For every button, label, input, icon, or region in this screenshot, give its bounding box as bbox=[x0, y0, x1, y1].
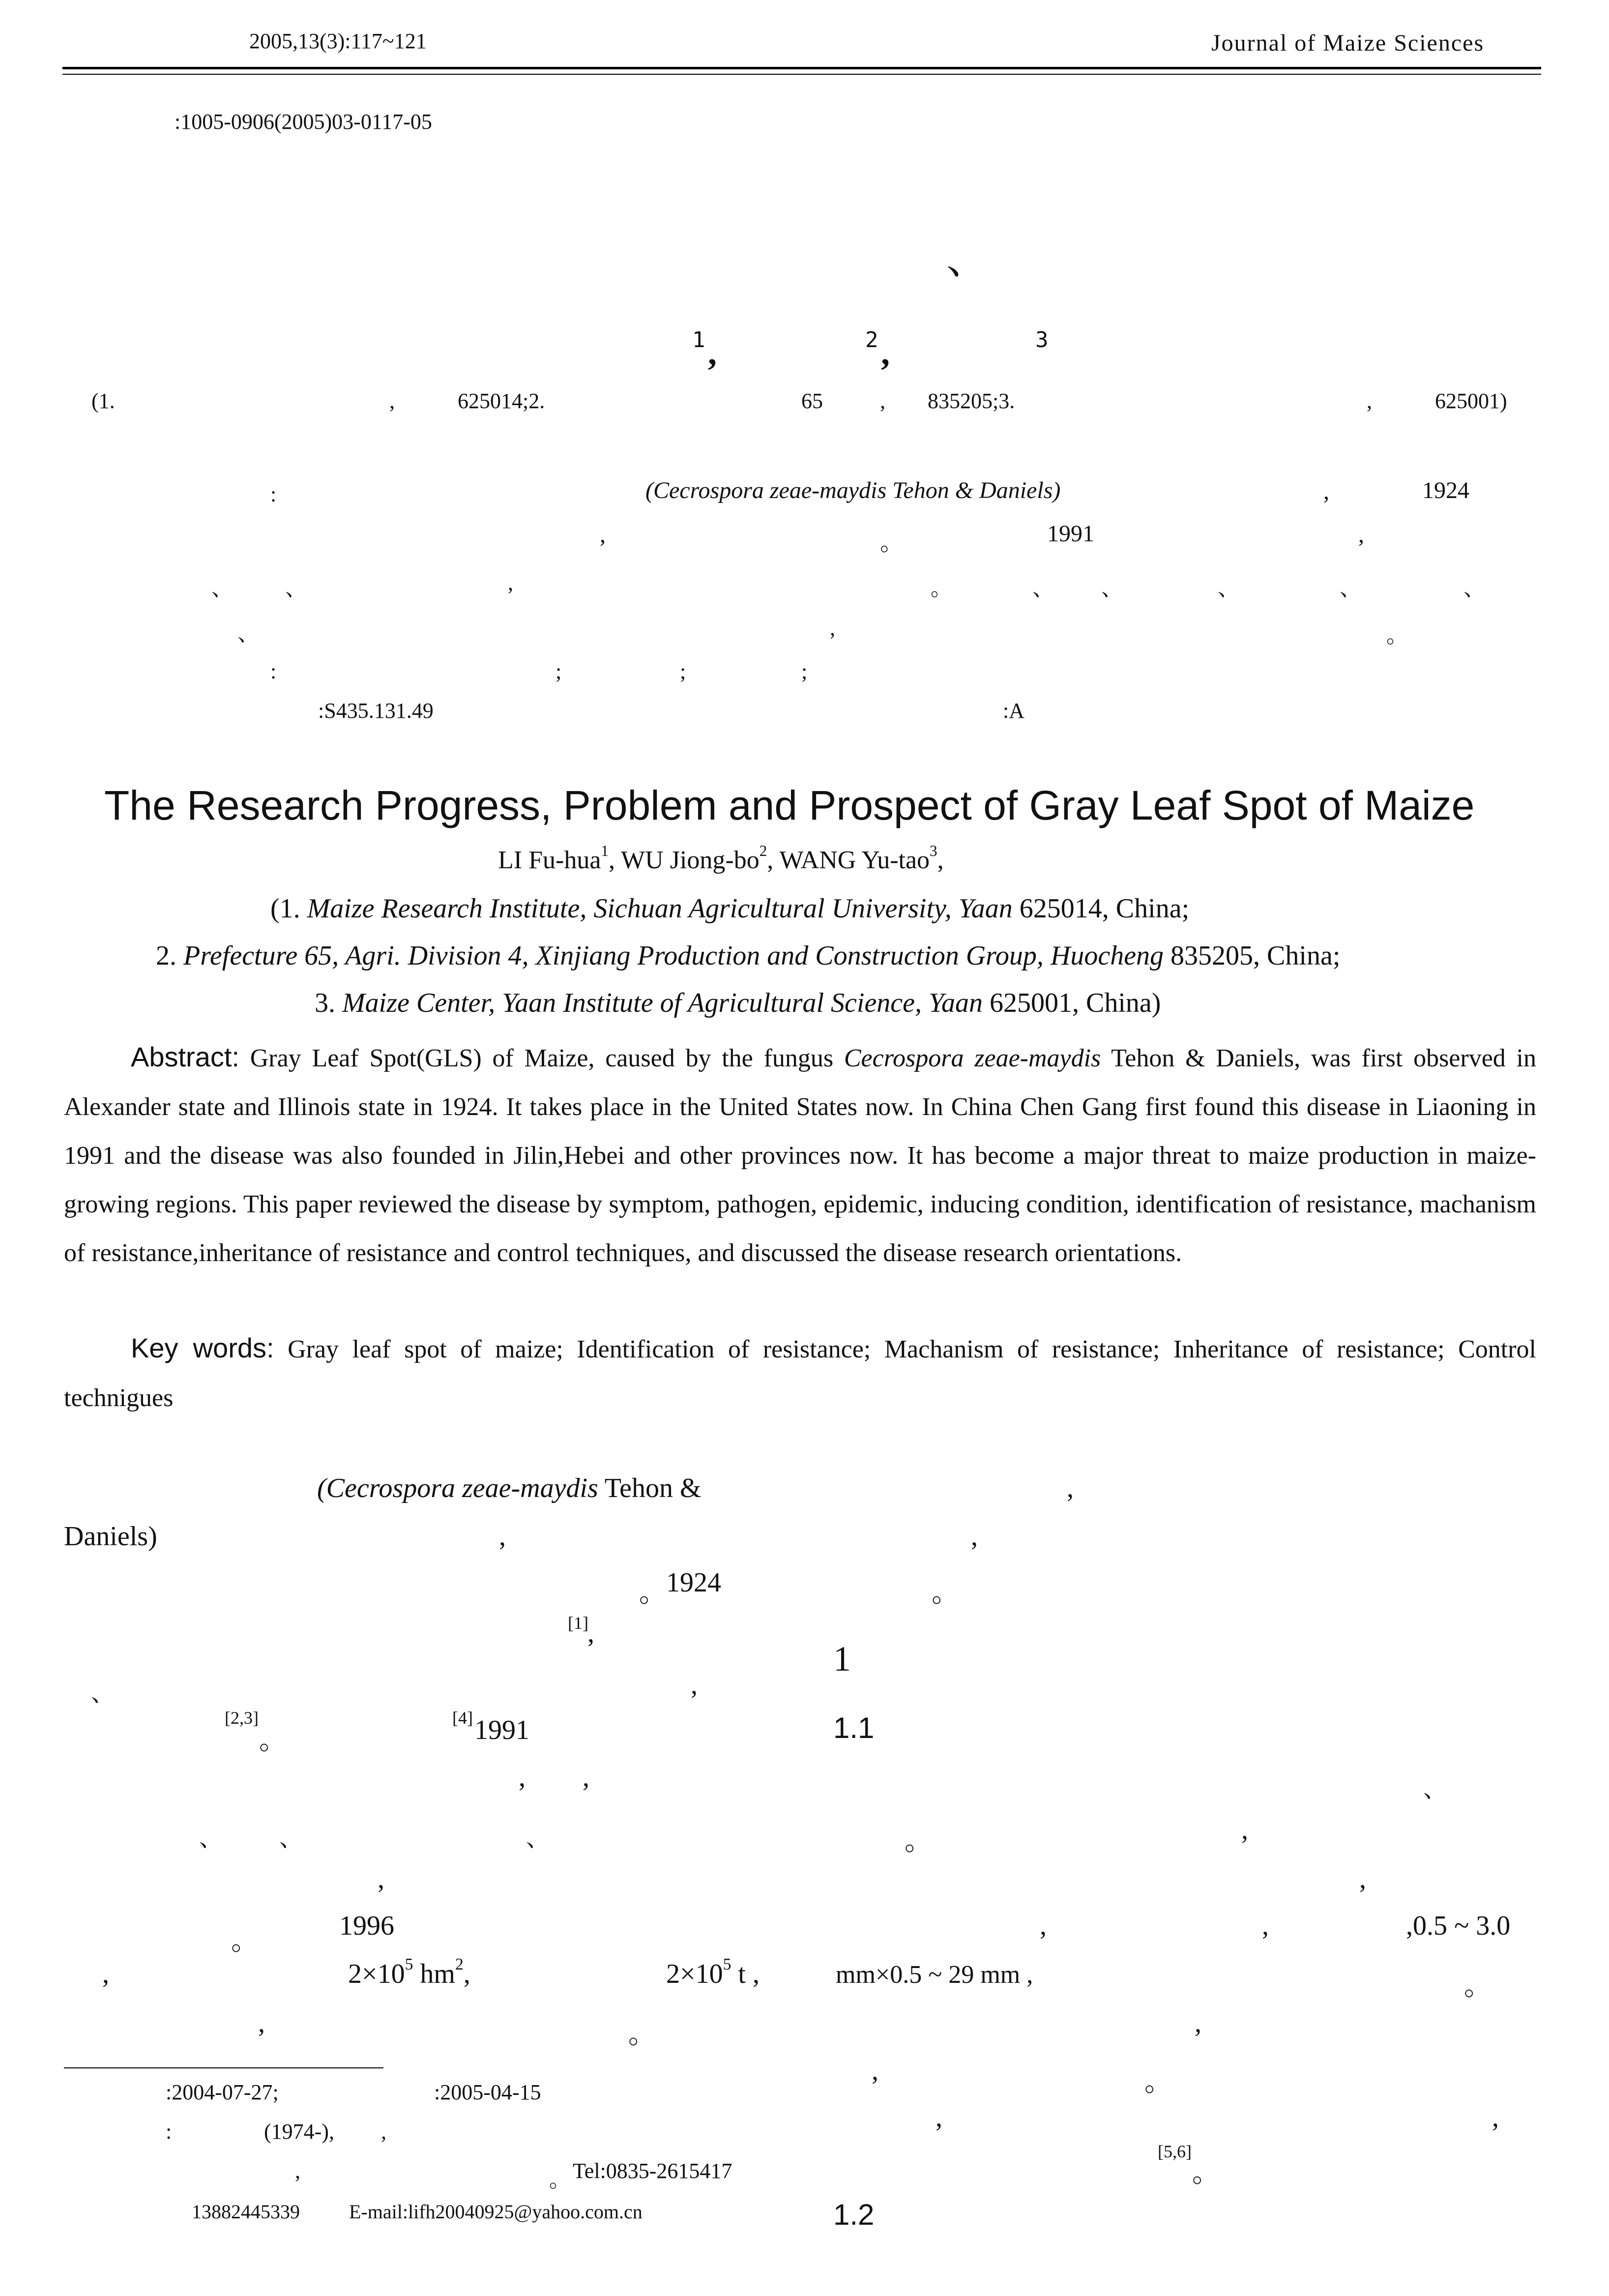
affiliation-en-3: 3. Maize Center, Yaan Institute of Agricultural Science, Yaan 625001, China) bbox=[315, 988, 1161, 1018]
cn-affil-3: 625014;2. bbox=[458, 389, 545, 413]
section-1-2-number: 1.2 bbox=[833, 2198, 875, 2231]
footnote-comma: , bbox=[295, 2159, 300, 2183]
body-comma-e: , bbox=[691, 1670, 698, 1700]
cn-affil-2: , bbox=[389, 389, 395, 413]
body-r6-period: 。 bbox=[628, 2019, 656, 2050]
body-r2-period: 。 bbox=[905, 1826, 932, 1856]
cn-affil-4: 65 bbox=[801, 389, 823, 413]
body-r8-comma: , bbox=[936, 2102, 942, 2133]
author-marker-1: 1 bbox=[692, 327, 705, 353]
body-r4-comma-a: , bbox=[1040, 1911, 1047, 1941]
cn-abstract-mark-3h: 、 bbox=[1340, 576, 1361, 600]
cn-affil-1: (1. bbox=[91, 389, 115, 413]
article-number: :1005-0906(2005)03-0117-05 bbox=[175, 110, 432, 134]
cn-abstract-mark-3c: , bbox=[508, 571, 513, 595]
cn-abstract-year-1991: 1991 bbox=[1047, 521, 1094, 547]
footnote-period: 。 bbox=[549, 2168, 571, 2192]
header-rule-thin bbox=[62, 74, 1541, 75]
footnote-author-birth: (1974-), bbox=[264, 2119, 334, 2144]
cn-abstract-mark-3d: 。 bbox=[931, 576, 952, 600]
title-mark: 、 bbox=[946, 237, 988, 283]
body-r2-dun-3: 、 bbox=[526, 1825, 550, 1852]
body-period-b: 。 bbox=[932, 1578, 959, 1608]
cn-keywords-semi-1: ; bbox=[556, 659, 562, 683]
cn-abstract-mark-4a: 、 bbox=[237, 621, 259, 646]
cn-abstract-mark-3i: 、 bbox=[1463, 576, 1485, 600]
body-year-1924: 1924 bbox=[666, 1567, 721, 1598]
body-r9-period: 。 bbox=[1192, 2158, 1220, 2188]
body-pathogen: (Cecrospora zeae-maydis Tehon & bbox=[317, 1473, 702, 1503]
cn-abstract-mark-4b: , bbox=[830, 616, 835, 640]
body-r5-area: $2\times 10^5$ $hm^2$, bbox=[348, 1955, 470, 1989]
section-1-number: 1 bbox=[833, 1639, 851, 1678]
cn-abstract-mark-3e: 、 bbox=[1032, 576, 1054, 600]
cn-abstract-pathogen: (Cecrospora zeae-maydis Tehon & Daniels) bbox=[645, 477, 1061, 503]
body-r4-year-1996: 1996 bbox=[339, 1911, 394, 1941]
footnote-received: :2004-07-27; bbox=[166, 2080, 279, 2104]
body-period-a: 。 bbox=[639, 1578, 667, 1608]
body-r2-comma: , bbox=[1241, 1815, 1248, 1845]
body-r4-comma-b: , bbox=[1262, 1911, 1269, 1941]
cn-abstract-comma-3: , bbox=[1358, 522, 1364, 548]
body-r6-comma: , bbox=[258, 2008, 265, 2038]
section-1-1-number: 1.1 bbox=[833, 1711, 875, 1744]
author-comma-1: , bbox=[708, 333, 717, 372]
cn-abstract-mark-3g: 、 bbox=[1218, 576, 1239, 600]
cn-abstract-mark-3b: 、 bbox=[285, 576, 307, 600]
footnote-rule bbox=[64, 2067, 383, 2068]
body-ref-2-3: [2,3] bbox=[225, 1708, 259, 1728]
author-marker-2: 2 bbox=[865, 327, 878, 353]
cn-abstract-colon: : bbox=[270, 482, 277, 506]
cn-clc-number: :S435.131.49 bbox=[318, 699, 434, 723]
cn-abstract-year-1924: 1924 bbox=[1422, 477, 1469, 503]
footnote-mobile: 13882445339 bbox=[192, 2201, 300, 2223]
body-comma-c: , bbox=[971, 1521, 978, 1552]
header-rule-thick bbox=[62, 67, 1541, 69]
cn-affil-5: , bbox=[880, 389, 885, 413]
cn-abstract-period-1: 。 bbox=[880, 530, 904, 556]
body-r3-comma-r: , bbox=[1359, 1864, 1366, 1894]
body-r7-period: 。 bbox=[1144, 2067, 1172, 2097]
body-r3-comma-l: , bbox=[378, 1864, 384, 1894]
footnote-tel: Tel:0835-2615417 bbox=[573, 2159, 732, 2183]
body-r6-comma-r: , bbox=[1195, 2008, 1201, 2038]
body-r4-range: ,0.5 ~ 3.0 bbox=[1406, 1911, 1511, 1941]
body-r5-yield: $2\times 10^5$ t , bbox=[666, 1955, 760, 1989]
author-marker-3: 3 bbox=[1035, 327, 1049, 353]
body-r1-comma-1: , bbox=[519, 1762, 526, 1793]
body-r2-dun-2: 、 bbox=[279, 1825, 303, 1852]
affiliation-en-2: 2. Prefecture 65, Agri. Division 4, Xinjiang Production and Construction Group, Huocheng 835205, China; bbox=[156, 941, 1341, 971]
footnote-author-comma: , bbox=[381, 2119, 386, 2144]
cn-abstract-comma-2: , bbox=[600, 522, 606, 548]
footnote-email: E-mail:lifh20040925@yahoo.com.cn bbox=[349, 2201, 643, 2223]
body-r4-period: 。 bbox=[231, 1926, 259, 1956]
cn-affil-7: , bbox=[1367, 389, 1372, 413]
cn-document-code: :A bbox=[1003, 699, 1024, 723]
body-daniels: Daniels) bbox=[64, 1521, 157, 1552]
cn-abstract-mark-3f: 、 bbox=[1101, 576, 1123, 600]
header-journal: Journal of Maize Sciences bbox=[1211, 30, 1485, 56]
body-ref-1: [1] bbox=[568, 1613, 588, 1633]
cn-abstract-comma-1: , bbox=[1323, 478, 1329, 504]
affiliation-en-1: (1. Maize Research Institute, Sichuan Agricultural University, Yaan 625014, China; bbox=[270, 893, 1190, 924]
body-year-1991: 1991 bbox=[474, 1715, 529, 1745]
cn-affil-8: 625001) bbox=[1435, 389, 1507, 413]
cn-keywords-semi-2: ; bbox=[680, 659, 686, 683]
cn-abstract-mark-3a: 、 bbox=[211, 576, 233, 600]
title-en: The Research Progress, Problem and Prospect of Gray Leaf Spot of Maize bbox=[104, 782, 1475, 828]
footnote-revised: :2005-04-15 bbox=[434, 2080, 541, 2104]
body-comma-b: , bbox=[499, 1521, 506, 1552]
header-citation: 2005,13(3):117~121 bbox=[249, 29, 427, 53]
body-r1-dun: 、 bbox=[1423, 1776, 1447, 1802]
body-period-c: 。 bbox=[259, 1725, 287, 1756]
body-ref-5-6: [5,6] bbox=[1158, 2142, 1192, 2161]
cn-abstract-mark-4c: 。 bbox=[1386, 623, 1408, 648]
body-r5-comma: , bbox=[102, 1959, 109, 1989]
authors-en: LI Fu-hua$^1$, WU Jiong-$bo^2$, WANG Yu-tao$^3$, bbox=[498, 842, 944, 874]
cn-affil-6: 835205;3. bbox=[928, 389, 1015, 413]
keywords-en: Key words: Gray leaf spot of maize; Identification of resistance; Machanism of resistance; Inheritance of resistance; Control technigues bbox=[64, 1332, 1536, 1412]
body-dun-a: 、 bbox=[91, 1680, 115, 1707]
body-r5-size: mm×0.5 ~ 29 mm , bbox=[836, 1961, 1033, 1989]
body-r2-dun-1: 、 bbox=[199, 1825, 223, 1852]
body-comma-d: , bbox=[587, 1618, 594, 1648]
footnote-author-label: : bbox=[166, 2119, 172, 2144]
body-comma-a: , bbox=[1067, 1473, 1074, 1503]
author-comma-2: , bbox=[881, 333, 890, 372]
body-r7-comma: , bbox=[872, 2056, 878, 2086]
body-r8-comma-r: , bbox=[1492, 2102, 1499, 2133]
cn-keywords-semi-3: ; bbox=[801, 659, 808, 683]
cn-keywords-colon: : bbox=[270, 659, 277, 683]
body-r1-comma-2: , bbox=[583, 1762, 589, 1793]
abstract-en: Abstract: Gray Leaf Spot(GLS) of Maize, caused by the fungus Cecrospora zeae-maydis Tehon & Daniels, was first observed in Alexander state and Illinois state in 1924. It takes place in the United States now. In China Chen Gang first found this disease in Liaoning in 1991 and the disease was also founded in Jilin,Hebei and other provinces now. It has become a major threat to maize production in maize-growing regions. This paper reviewed the disease by symptom, pathogen, epidemic, inducing condition, identification of resistance, machanism of resistance,inheritance of resistance and control techniques, and discussed the disease research orientations. bbox=[64, 1041, 1536, 1267]
body-r5-period: 。 bbox=[1464, 1971, 1492, 2002]
body-ref-4: [4] bbox=[452, 1708, 473, 1728]
